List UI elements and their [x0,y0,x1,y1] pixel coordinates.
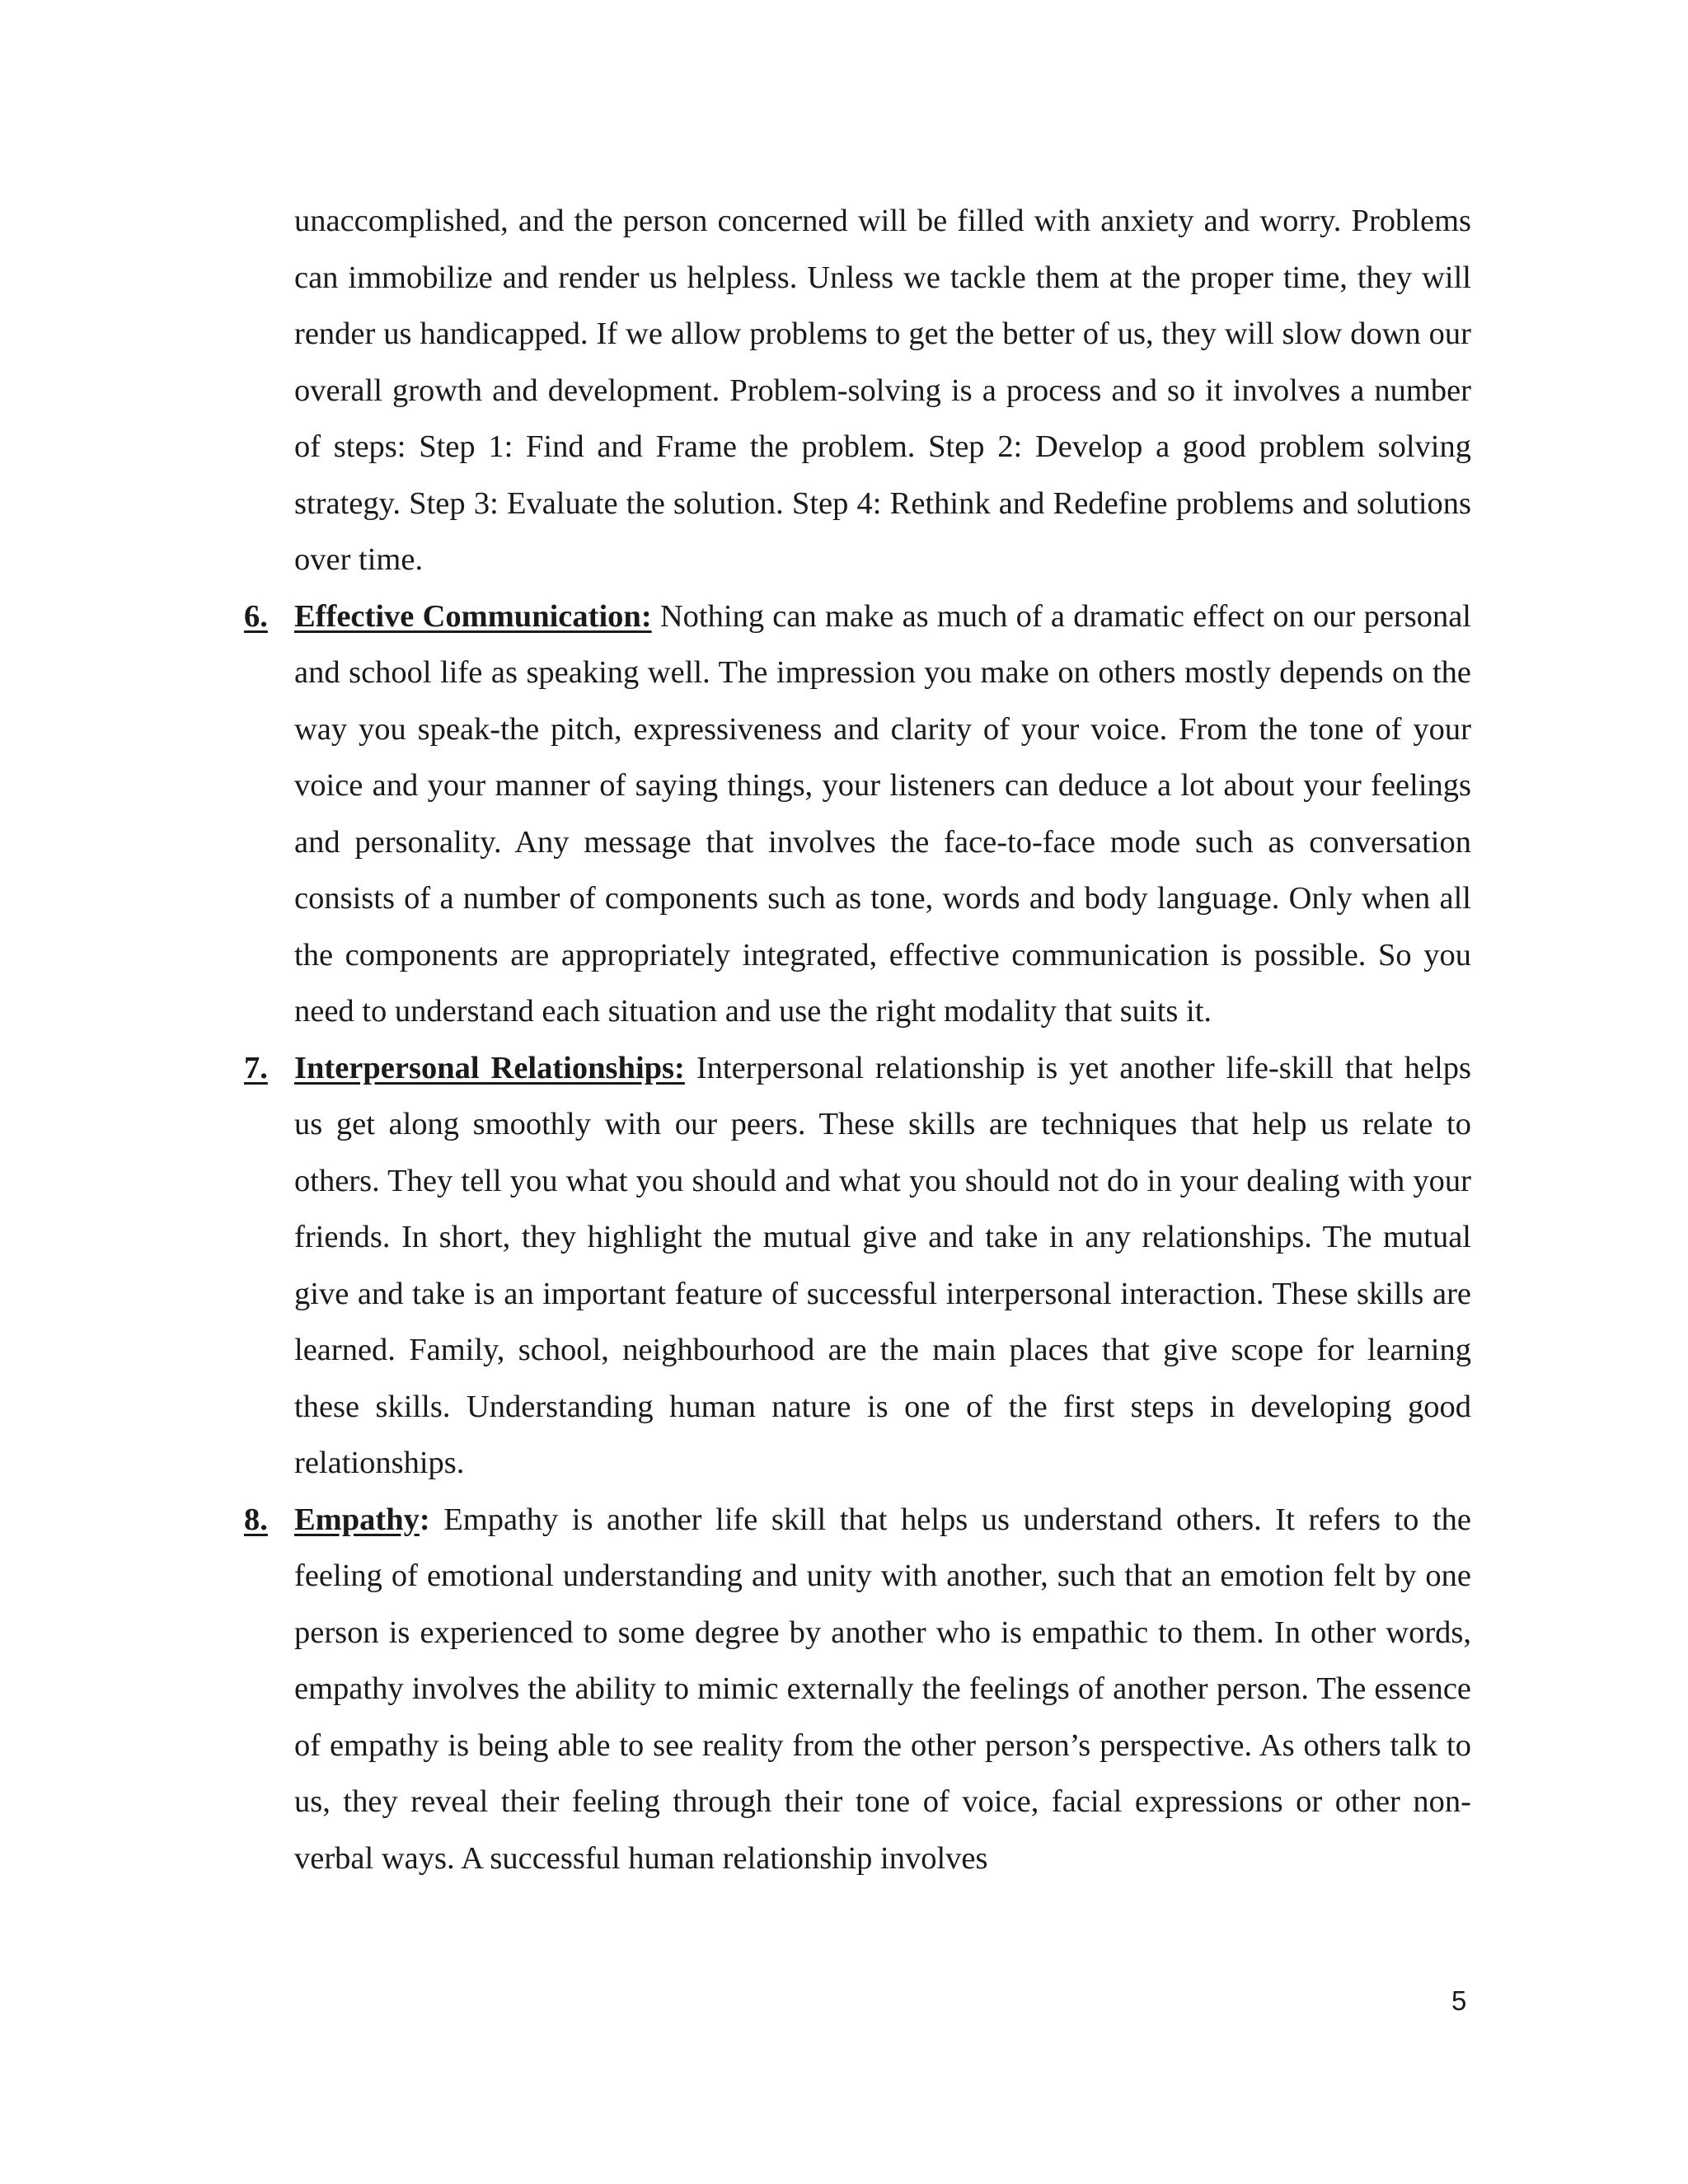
list-item-text: Interpersonal relationship is yet another life-skill that helps us get along smoothly with our peers. These skills are techniques that help us relate to others. They tell you what you should and what you should not do in your dealing with your friends. In short, they highlight the mutual give and take in any relationships. The mutual give and take is an important feature of successful interpersonal interaction. These skills are learned. Family, school, neighbourhood are the main places that give scope for learning these skills. Understanding human nature is one of the first steps in developing good relationships. [294,1050,1471,1480]
list-item-heading: Effective Communication: [294,598,652,634]
list-item-text: Empathy is another life skill that helps us understand others. It refers to the feeling of emotional understanding and unity with another, such that an emotion felt by one person is experienced to some degree by another who is empathic to them. In other words, empathy involves the ability to mimic externally the feelings of another person. The essence of empathy is being able to see reality from the other person’s perspective. As others talk to us, they reveal their feeling through their tone of voice, facial expressions or other non-verbal ways. A successful human relationship involves [294,1502,1471,1876]
list-item-interpersonal-relationships [244,1040,1471,1492]
list-item-number: 7. [244,1050,268,1085]
page-number: 5 [1451,1985,1467,2016]
list-item-paragraph [294,1492,1471,1887]
list-item-heading: Empathy [294,1502,420,1537]
list-item-effective-communication [244,588,1472,1040]
continuation-paragraph: unaccomplished, and the person concerned will be filled with anxiety and worry. Problems can immobilize and render us helpless. Unless we tackle them at the proper time, they will render us handicapped. If we allow problems to get the better of us, they will slow down our overall growth and development. Problem-solving is a process and so it involves a number of steps: Step 1: Find and Frame the problem. Step 2: Develop a good problem solving strategy. Step 3: Evaluate the solution. Step 4: Rethink and Redefine problems and solutions over time. [294,204,1471,577]
list-item-number: 6. [244,598,268,634]
list-item-number: 8. [244,1502,268,1537]
list-item-paragraph [294,1040,1471,1492]
list-item-heading: Interpersonal Relationships: [294,1050,685,1085]
list-item-text: Nothing can make as much of a dramatic effect on our personal and school life as speaking well. The impression you make on others mostly depends on the way you speak-the pitch, expressiveness and clarity of your voice. From the tone of your voice and your manner of saying things, your listeners can deduce a lot about your feelings and personality. Any message that involves the face-to-face mode such as conversation consists of a number of components such as tone, words and body language. Only when all the components are appropriately integrated, effective communication is possible. So you need to understand each situation and use the right modality that suits it. [294,598,1472,1029]
page-body [244,193,1472,1886]
list-item-heading-colon: : [419,1502,430,1537]
list-item-empathy [244,1492,1471,1887]
list-item-paragraph [294,588,1471,1040]
